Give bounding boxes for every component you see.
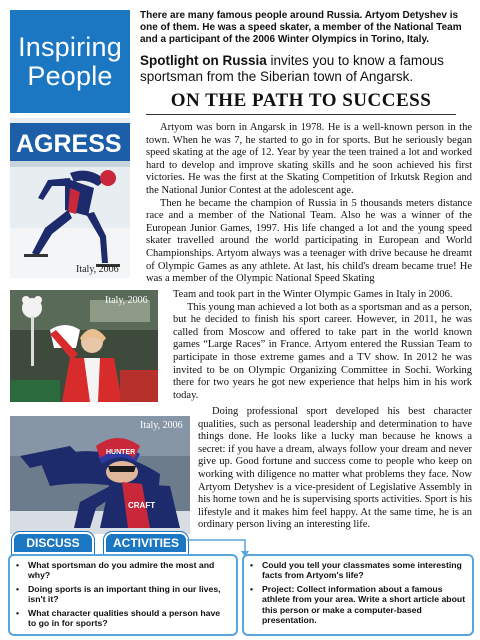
spotlight-label: Spotlight on Russia: [140, 53, 267, 68]
connector-arrow-icon: [185, 536, 255, 560]
ceremony-illustration: [10, 290, 158, 402]
article-paragraph-3: This young man achieved a lot both as a sportsman and as a person, but he decided to finish his sport career. However, in 2011, he was called from Moscow and offered to take part in the world known games “Large Races” in France. Artyom entered the Russian Team to participate in those extreme games and a TV show. In 2012 he was invited to be on Olympic Organizing Committee in Sochi. Working there for two years he got new experience that helps him in his work today.: [173, 301, 472, 401]
discuss-list: [16, 560, 230, 628]
headline-rule: [146, 114, 456, 115]
photo-skater-1: [10, 118, 130, 278]
activities-box: [242, 554, 474, 636]
discuss-box: [8, 554, 238, 636]
skater-1-illustration: [10, 118, 130, 278]
photo-skater-2: [10, 416, 190, 534]
article-paragraph-2: Then he became the champion of Russia in 5 thousands meters distance race and a member of the National Team. Also he was a winner of the European Junior Games, 1997. His life changed a lot and the young speed skater travelled around the world participating in European and World Championships. Artyom always was a teenager with drive because he dreamt of Olympic Games as any athlete. At last, his child's dream became true! He was a member of the Olympic National Speed Skating: [146, 197, 472, 285]
intro-text: There are many famous people around Russia. Artyom Detyshev is one of them. He was a speed skater, a member of the National Team and a participant of the 2006 Winter Olympics in Torino, Italy.: [140, 10, 462, 45]
helmet-text: HUNTER: [106, 449, 136, 456]
photo-ceremony: [10, 290, 158, 402]
article-block-2: [173, 289, 472, 402]
brand-line-1: Inspiring: [18, 32, 122, 63]
tab-activities: ACTIVITIES: [104, 532, 188, 554]
article-headline: ON THE PATH TO SUCCESS: [170, 90, 432, 111]
photo-caption-1: Italy, 2006: [76, 264, 119, 275]
skater-2-illustration: [10, 416, 190, 534]
activities-item: • Could you tell your classmates some interesting facts from Artyom's life?: [250, 560, 466, 581]
photo-caption-2: Italy, 2006: [105, 295, 148, 306]
activities-item: • Project: Collect information about a famous athlete from your area. Write a short article about this person or make a computer-based presentation.: [250, 584, 466, 626]
banner-text: AGRESS: [16, 130, 122, 158]
discuss-item: • What character qualities should a person have to go in for sports?: [16, 608, 230, 629]
article-paragraph-1: Artyom was born in Angarsk in 1978. He is a well-known person in the town. When he was 7, he started to go in for sports. But he seriously began speed skating at the age of 12. Year by year the teen trained a lot and worked hard to develop and improve skating skills and he soon achieved his first victories. He was the first at the Skating Competition of Irkutsk Region and the National Junior Contest at the adolescent age.: [146, 122, 472, 196]
spotlight-text: [140, 53, 475, 85]
article-paragraph-4: Doing professional sport developed his best character qualities, such as personal leadership and determination to have things done. He looks like a lucky man because he knows a secret: if you have a dream, always follow your dream and never give up. Good fortune and success come to people who keep on working with diligence no matter what problems they face. Now Artyom Detyshev is a vice-president of Legislative Assembly in his home town and he is supervising sports activities. Sport is his lifestyle and it makes him feel happy. At the same time, he is an ordinary person living an interesting life.: [198, 406, 472, 531]
article-block-1: [146, 122, 472, 286]
discuss-item: • What sportsman do you admire the most and why?: [16, 560, 230, 581]
suit-text: CRAFT: [128, 501, 156, 510]
photo-caption-3: Italy, 2006: [140, 420, 183, 431]
tab-discuss: DISCUSS: [12, 532, 94, 554]
discuss-item: • Doing sports is an important thing in our lives, isn't it?: [16, 584, 230, 605]
article-paragraph-2-cont: Team and took part in the Winter Olympic Games in Italy in 2006.: [173, 289, 453, 300]
article-block-3: [198, 406, 472, 532]
spotlight-body: invites you to know a famous sportsman from the Siberian town of Angarsk.: [140, 53, 444, 84]
activities-list: [250, 560, 466, 625]
brand-block: [10, 10, 130, 113]
brand-line-2: People: [27, 60, 113, 91]
